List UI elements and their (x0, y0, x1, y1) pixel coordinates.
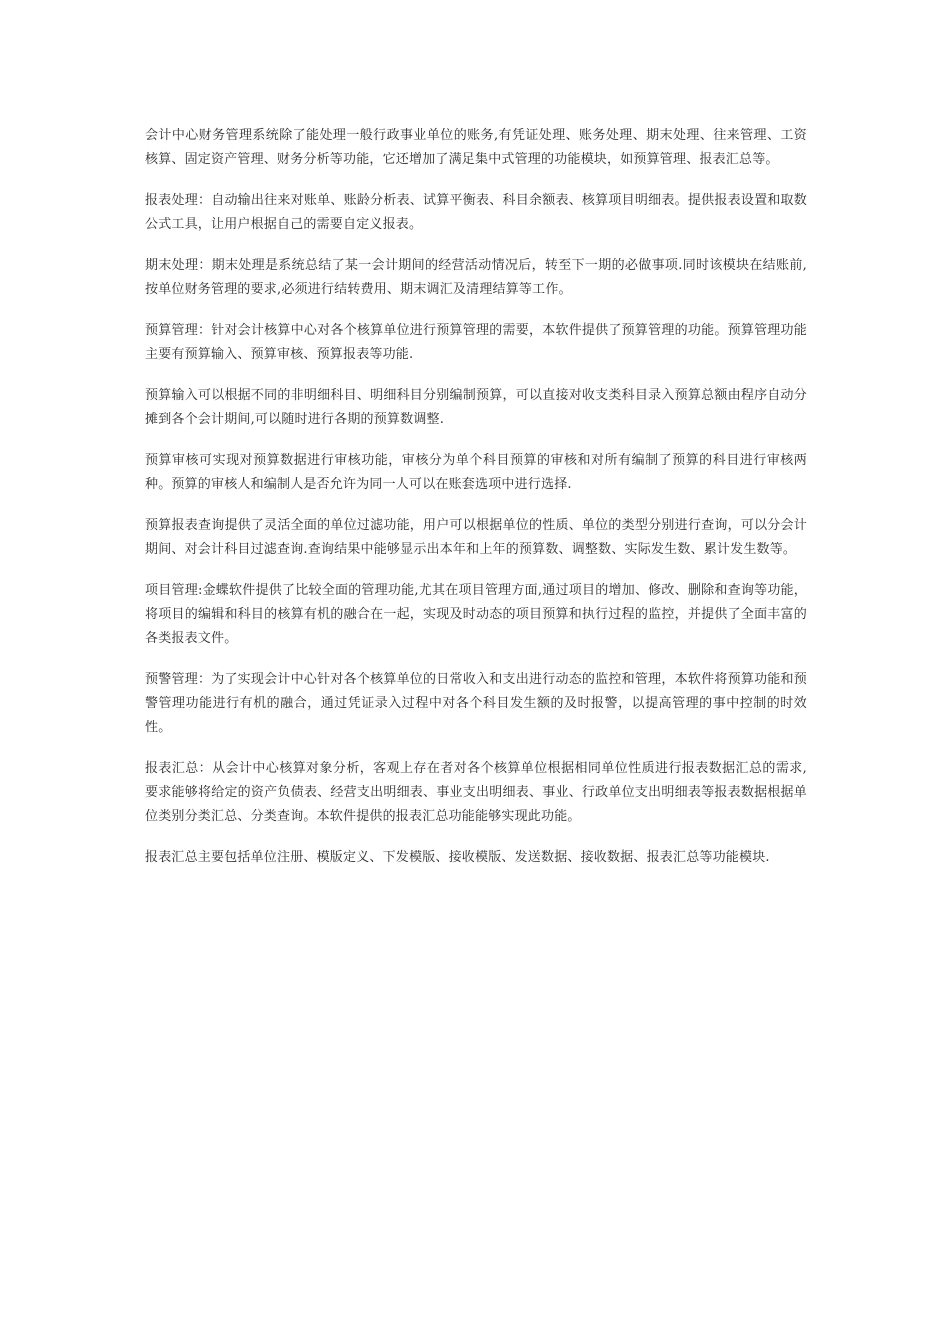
paragraph-period-end: 期末处理：期末处理是系统总结了某一会计期间的经营活动情况后，转至下一期的必做事项.同时该模块在结账前,按单位财务管理的要求,必须进行结转费用、期末调汇及清理结算等工作。 (145, 258, 807, 297)
paragraph-report-processing: 报表处理：自动输出往来对账单、账龄分析表、试算平衡表、科目余额表、核算项目明细表。提供报表设置和取数公式工具，让用户根据自己的需要自定义报表。 (145, 193, 807, 232)
paragraph-budget-report-query: 预算报表查询提供了灵活全面的单位过滤功能，用户可以根据单位的性质、单位的类型分别进行查询，可以分会计期间、对会计科目过滤查询.查询结果中能够显示出本年和上年的预算数、调整数、实际发生数、累计发生数等。 (145, 518, 807, 557)
paragraph-warning-management: 预警管理：为了实现会计中心针对各个核算单位的日常收入和支出进行动态的监控和管理，本软件将预算功能和预警管理功能进行有机的融合，通过凭证录入过程中对各个科目发生额的及时报警，以提高管理的事中控制的时效性。 (145, 672, 807, 735)
paragraph-budget-review: 预算审核可实现对预算数据进行审核功能，审核分为单个科目预算的审核和对所有编制了预算的科目进行审核两种。预算的审核人和编制人是否允许为同一人可以在账套选项中进行选择. (145, 453, 807, 492)
paragraph-project-management: 项目管理:金蝶软件提供了比较全面的管理功能,尤其在项目管理方面,通过项目的增加、修改、删除和查询等功能，将项目的编辑和科目的核算有机的融合在一起，实现及时动态的项目预算和执行过程的监控，并提供了全面丰富的各类报表文件。 (145, 583, 807, 646)
paragraph-intro: 会计中心财务管理系统除了能处理一般行政事业单位的账务,有凭证处理、账务处理、期末处理、往来管理、工资核算、固定资产管理、财务分析等功能，它还增加了满足集中式管理的功能模块，如预算管理、报表汇总等。 (145, 128, 807, 167)
paragraph-report-summary-modules: 报表汇总主要包括单位注册、模版定义、下发模版、接收模版、发送数据、接收数据、报表汇总等功能模块. (145, 850, 770, 865)
paragraph-report-summary: 报表汇总：从会计中心核算对象分析，客观上存在者对各个核算单位根据相同单位性质进行报表数据汇总的需求,要求能够将给定的资产负债表、经营支出明细表、事业支出明细表、事业、行政单位支出明细表等报表数据根据单位类别分类汇总、分类查询。本软件提供的报表汇总功能能够实现此功能。 (145, 761, 807, 824)
document-body (145, 124, 807, 887)
paragraph-budget-management: 预算管理：针对会计核算中心对各个核算单位进行预算管理的需要，本软件提供了预算管理的功能。预算管理功能主要有预算输入、预算审核、预算报表等功能. (145, 323, 807, 362)
paragraph-budget-input: 预算输入可以根据不同的非明细科目、明细科目分别编制预算，可以直接对收支类科目录入预算总额由程序自动分摊到各个会计期间,可以随时进行各期的预算数调整. (145, 388, 807, 427)
